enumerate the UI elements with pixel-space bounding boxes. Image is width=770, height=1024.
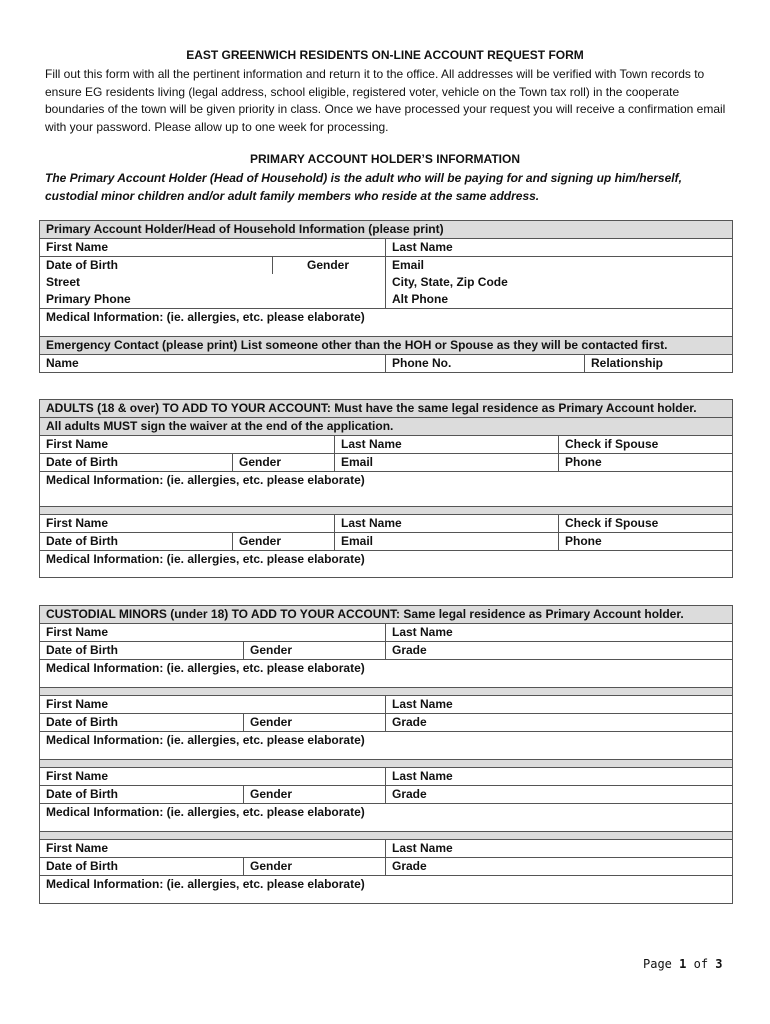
minor1-grade-field[interactable]: Grade	[386, 642, 733, 660]
minor3-medical-field[interactable]: Medical Information: (ie. allergies, etc. please elaborate)	[40, 804, 733, 832]
adult2-spouse-checkbox[interactable]: Check if Spouse	[559, 515, 733, 533]
page-total: 3	[715, 957, 723, 971]
primary-street-field[interactable]: Street	[40, 274, 386, 291]
minor3-first-name-field[interactable]: First Name	[40, 768, 386, 786]
intro-paragraph: Fill out this form with all the pertinent information and return it to the office. All addresses will be verified with Town records to ensure EG residents living (legal address, school eligible, registered voter, vehicle on the Town tax roll) in the cooperate boundaries of the town will be given priority in class. Once we have processed your request you will receive a confirmation email with your password. Please allow up to one week for processing.	[45, 67, 726, 134]
adult2-last-name-field[interactable]: Last Name	[335, 515, 559, 533]
primary-email-field[interactable]: Email	[386, 257, 733, 275]
page-indicator	[643, 957, 723, 971]
primary-last-name-field[interactable]: Last Name	[386, 239, 733, 257]
adult1-email-field[interactable]: Email	[335, 454, 559, 472]
minor4-medical-field[interactable]: Medical Information: (ie. allergies, etc. please elaborate)	[40, 876, 733, 904]
adult2-first-name-field[interactable]: First Name	[40, 515, 335, 533]
minor-separator-2	[40, 760, 733, 768]
minors-table	[39, 605, 733, 904]
emergency-contact-header: Emergency Contact (please print) List someone other than the HOH or Spouse as they will be contacted first.	[40, 337, 733, 355]
emergency-phone-field[interactable]: Phone No.	[386, 355, 585, 373]
primary-gender-field[interactable]: Gender	[273, 257, 386, 275]
adults-header-line2: All adults MUST sign the waiver at the end of the application.	[40, 418, 733, 436]
minor4-gender-field[interactable]: Gender	[244, 858, 386, 876]
adult1-dob-field[interactable]: Date of Birth	[40, 454, 233, 472]
form-title: EAST GREENWICH RESIDENTS ON-LINE ACCOUNT REQUEST FORM	[186, 48, 584, 62]
primary-phone-field[interactable]: Primary Phone	[40, 291, 386, 309]
minor1-first-name-field[interactable]: First Name	[40, 624, 386, 642]
minor3-dob-field[interactable]: Date of Birth	[40, 786, 244, 804]
page-label: Page	[643, 957, 672, 971]
primary-medical-field[interactable]: Medical Information: (ie. allergies, etc. please elaborate)	[40, 309, 733, 337]
page-current: 1	[679, 957, 687, 971]
minor4-dob-field[interactable]: Date of Birth	[40, 858, 244, 876]
minor1-dob-field[interactable]: Date of Birth	[40, 642, 244, 660]
minor-separator-3	[40, 832, 733, 840]
adult2-phone-field[interactable]: Phone	[559, 533, 733, 551]
minor2-medical-field[interactable]: Medical Information: (ie. allergies, etc. please elaborate)	[40, 732, 733, 760]
primary-section-title: PRIMARY ACCOUNT HOLDER’S INFORMATION	[250, 152, 520, 166]
adult2-email-field[interactable]: Email	[335, 533, 559, 551]
minor-separator-1	[40, 688, 733, 696]
minor2-first-name-field[interactable]: First Name	[40, 696, 386, 714]
minor2-gender-field[interactable]: Gender	[244, 714, 386, 732]
adults-header-line1: ADULTS (18 & over) TO ADD TO YOUR ACCOUNT: Must have the same legal residence as Primary Account holder.	[40, 400, 733, 418]
primary-first-name-field[interactable]: First Name	[40, 239, 386, 257]
minors-header: CUSTODIAL MINORS (under 18) TO ADD TO YOUR ACCOUNT: Same legal residence as Primary Account holder.	[40, 606, 733, 624]
adult2-gender-field[interactable]: Gender	[233, 533, 335, 551]
primary-dob-field[interactable]: Date of Birth	[40, 257, 273, 275]
minor2-grade-field[interactable]: Grade	[386, 714, 733, 732]
primary-city-field[interactable]: City, State, Zip Code	[386, 274, 733, 291]
minor3-gender-field[interactable]: Gender	[244, 786, 386, 804]
minor4-grade-field[interactable]: Grade	[386, 858, 733, 876]
emergency-relationship-field[interactable]: Relationship	[585, 355, 733, 373]
minor3-last-name-field[interactable]: Last Name	[386, 768, 733, 786]
adult-separator	[40, 507, 733, 515]
adult1-first-name-field[interactable]: First Name	[40, 436, 335, 454]
adults-table	[39, 399, 733, 578]
emergency-name-field[interactable]: Name	[40, 355, 386, 373]
primary-alt-phone-field[interactable]: Alt Phone	[386, 291, 733, 309]
adult1-phone-field[interactable]: Phone	[559, 454, 733, 472]
minor4-first-name-field[interactable]: First Name	[40, 840, 386, 858]
adult1-spouse-checkbox[interactable]: Check if Spouse	[559, 436, 733, 454]
adult1-medical-field[interactable]: Medical Information: (ie. allergies, etc. please elaborate)	[40, 472, 733, 507]
primary-section-description: The Primary Account Holder (Head of Household) is the adult who will be paying for and signing up him/herself, custodial minor children and/or adult family members who reside at the same address.	[45, 171, 682, 203]
adult2-medical-field[interactable]: Medical Information: (ie. allergies, etc. please elaborate)	[40, 551, 733, 578]
minor2-dob-field[interactable]: Date of Birth	[40, 714, 244, 732]
primary-box-header: Primary Account Holder/Head of Household Information (please print)	[40, 221, 733, 239]
adult1-last-name-field[interactable]: Last Name	[335, 436, 559, 454]
minor3-grade-field[interactable]: Grade	[386, 786, 733, 804]
adult1-gender-field[interactable]: Gender	[233, 454, 335, 472]
minor1-last-name-field[interactable]: Last Name	[386, 624, 733, 642]
minor1-medical-field[interactable]: Medical Information: (ie. allergies, etc. please elaborate)	[40, 660, 733, 688]
minor4-last-name-field[interactable]: Last Name	[386, 840, 733, 858]
adult2-dob-field[interactable]: Date of Birth	[40, 533, 233, 551]
primary-account-table	[39, 220, 733, 373]
minor2-last-name-field[interactable]: Last Name	[386, 696, 733, 714]
minor1-gender-field[interactable]: Gender	[244, 642, 386, 660]
page-of: of	[693, 957, 709, 971]
